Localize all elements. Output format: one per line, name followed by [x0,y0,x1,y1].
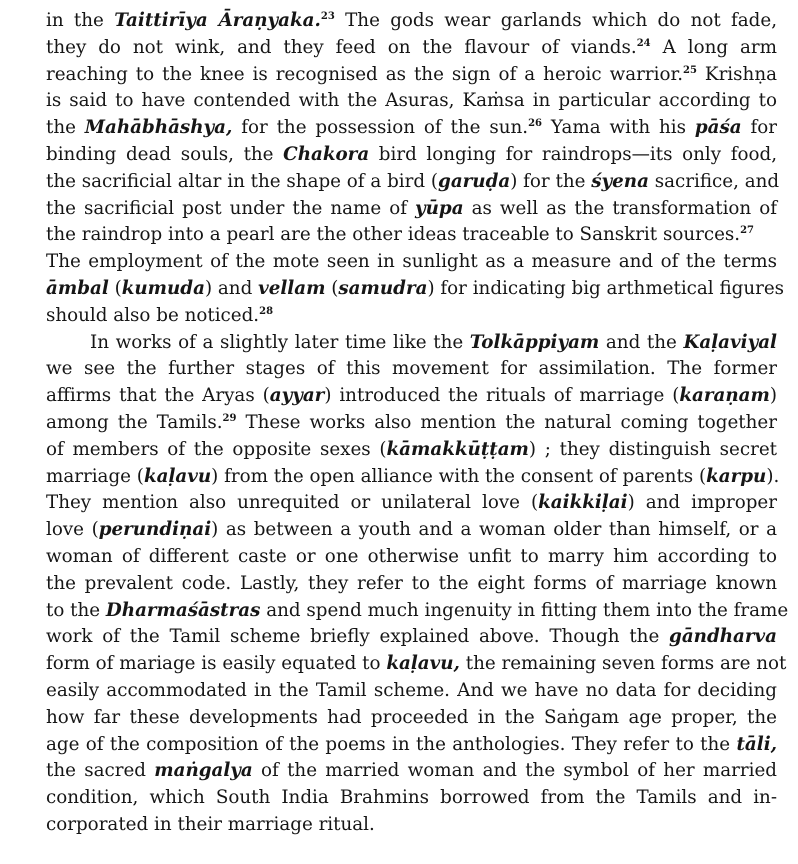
italic-term: ayyar [269,385,325,407]
italic-term: vellam [258,277,326,299]
text-line: corporated in their marriage ritual. [46,813,375,835]
text-line: affirms that the Aryas (ayyar) introduced the rituals of marriage (karaṇam) [46,385,778,407]
footnote-ref: 29 [222,412,237,424]
italic-term: karaṇam [679,385,770,407]
text-line: the prevalent code. Lastly, they refer to the eight forms of marriage known [46,572,777,594]
text-line: āmbal (kumuda) and vellam (samudra) for indicating big arthmetical figures [46,277,785,299]
book-title: Tolkāppiyam [469,331,600,353]
italic-term: maṅgalya [154,760,253,782]
text-line: marriage (kaḷavu) from the open alliance with the consent of parents (karpu). [46,465,780,487]
italic-term: perundiṇai [98,519,212,541]
text-line: of members of the opposite sexes (kāmakkūṭṭam) ; they distinguish secret [46,438,777,460]
text-line: we see the further stages of this movement for assimilation. The former [46,358,777,380]
italic-term: pāśa [694,117,742,139]
text-line: form of mariage is easily equated to kaḷavu, the remaining seven forms are not [46,653,787,675]
text-line: woman of different caste or one otherwise unfit to marry him according to [46,545,777,567]
footnote-ref: 25 [683,64,697,76]
text-line: condition, which South India Brahmins borrowed from the Tamils and in- [46,787,777,809]
book-title: Dharmaśāstras [105,599,261,621]
text-line: in the Taittirīya Āraṇyaka.$^{23}$ The gods wear garlands which do not fade, [46,10,778,31]
text-line: the raindrop into a pearl are the other ideas traceable to Sanskrit sources.$^{27}$ [46,224,755,246]
footnote-ref: 27 [740,225,755,237]
text-line: age of the composition of the poems in the anthologies. They refer to the tāli, [46,733,777,755]
italic-term: kaḷavu [143,465,212,487]
footnote-ref: 23 [320,11,335,22]
italic-term: śyena [591,170,649,192]
text-line: the sacrificial post under the name of yūpa as well as the transformation of [46,197,777,219]
italic-term: kāmakkūṭṭam [386,438,529,460]
book-title: Mahābhāshya, [84,117,233,139]
book-title: Taittirīya Āraṇyaka. [114,10,321,31]
text-line: they do not wink, and they feed on the flavour of viands.$^{24}$ A long arm [46,36,777,58]
italic-term: karpu [706,465,767,487]
text-line: The employment of the mote seen in sunlight as a measure and of the terms [46,251,777,273]
footnote-ref: 28 [259,305,274,317]
book-title: Kaḷaviyal [683,331,778,353]
italic-term: kaikkiḷai [538,492,628,514]
text-line: work of the Tamil scheme briefly explained above. Though the gāndharva [46,626,777,648]
italic-term: gāndharva [669,626,777,648]
text-line: They mention also unrequited or unilateral love (kaikkiḷai) and improper [46,492,777,514]
italic-term: tāli, [736,733,777,755]
text-line: the sacrificial altar in the shape of a bird (garuḍa) for the śyena sacrifice, and [46,170,780,192]
italic-term: āmbal [46,277,109,299]
footnote-ref: 24 [636,37,651,49]
text-line: to the Dharmaśāstras and spend much ingenuity in fitting them into the frame [46,599,789,621]
italic-term: samudra [338,277,428,299]
italic-term: kumuda [121,277,205,299]
text-line: among the Tamils.$^{29}$ These works also mention the natural coming together [46,411,777,433]
italic-term: yūpa [415,197,464,219]
text-line: the sacred maṅgalya of the married woman and the symbol of her married [46,760,777,782]
text-line: is said to have contended with the Asuras, Kaṁsa in particular according to [46,90,777,112]
footnote-ref: 26 [528,118,543,130]
text-line: should also be noticed.$^{28}$ [46,304,274,326]
text-line: binding dead souls, the Chakora bird longing for raindrops—its only food, [46,143,777,165]
italic-term: Chakora [283,143,370,165]
italic-term: garuḍa [438,170,511,192]
text-line: the Mahābhāshya, for the possession of the sun.$^{26}$ Yama with his pāśa for [46,117,777,139]
text-line: how far these developments had proceeded in the Saṅgam age proper, the [46,706,777,728]
paragraph-start-line: In works of a slightly later time like the Tolkāppiyam and the Kaḷaviyal [90,331,778,353]
text-line: love (perundiṇai) as between a youth and a woman older than himself, or a [46,519,777,541]
text-line: easily accommodated in the Tamil scheme. And we have no data for deciding [46,679,777,701]
text-line: reaching to the knee is recognised as the sign of a heroic warrior.$^{25}$ Krishṇa [46,63,777,85]
italic-term: kaḷavu, [386,653,460,675]
